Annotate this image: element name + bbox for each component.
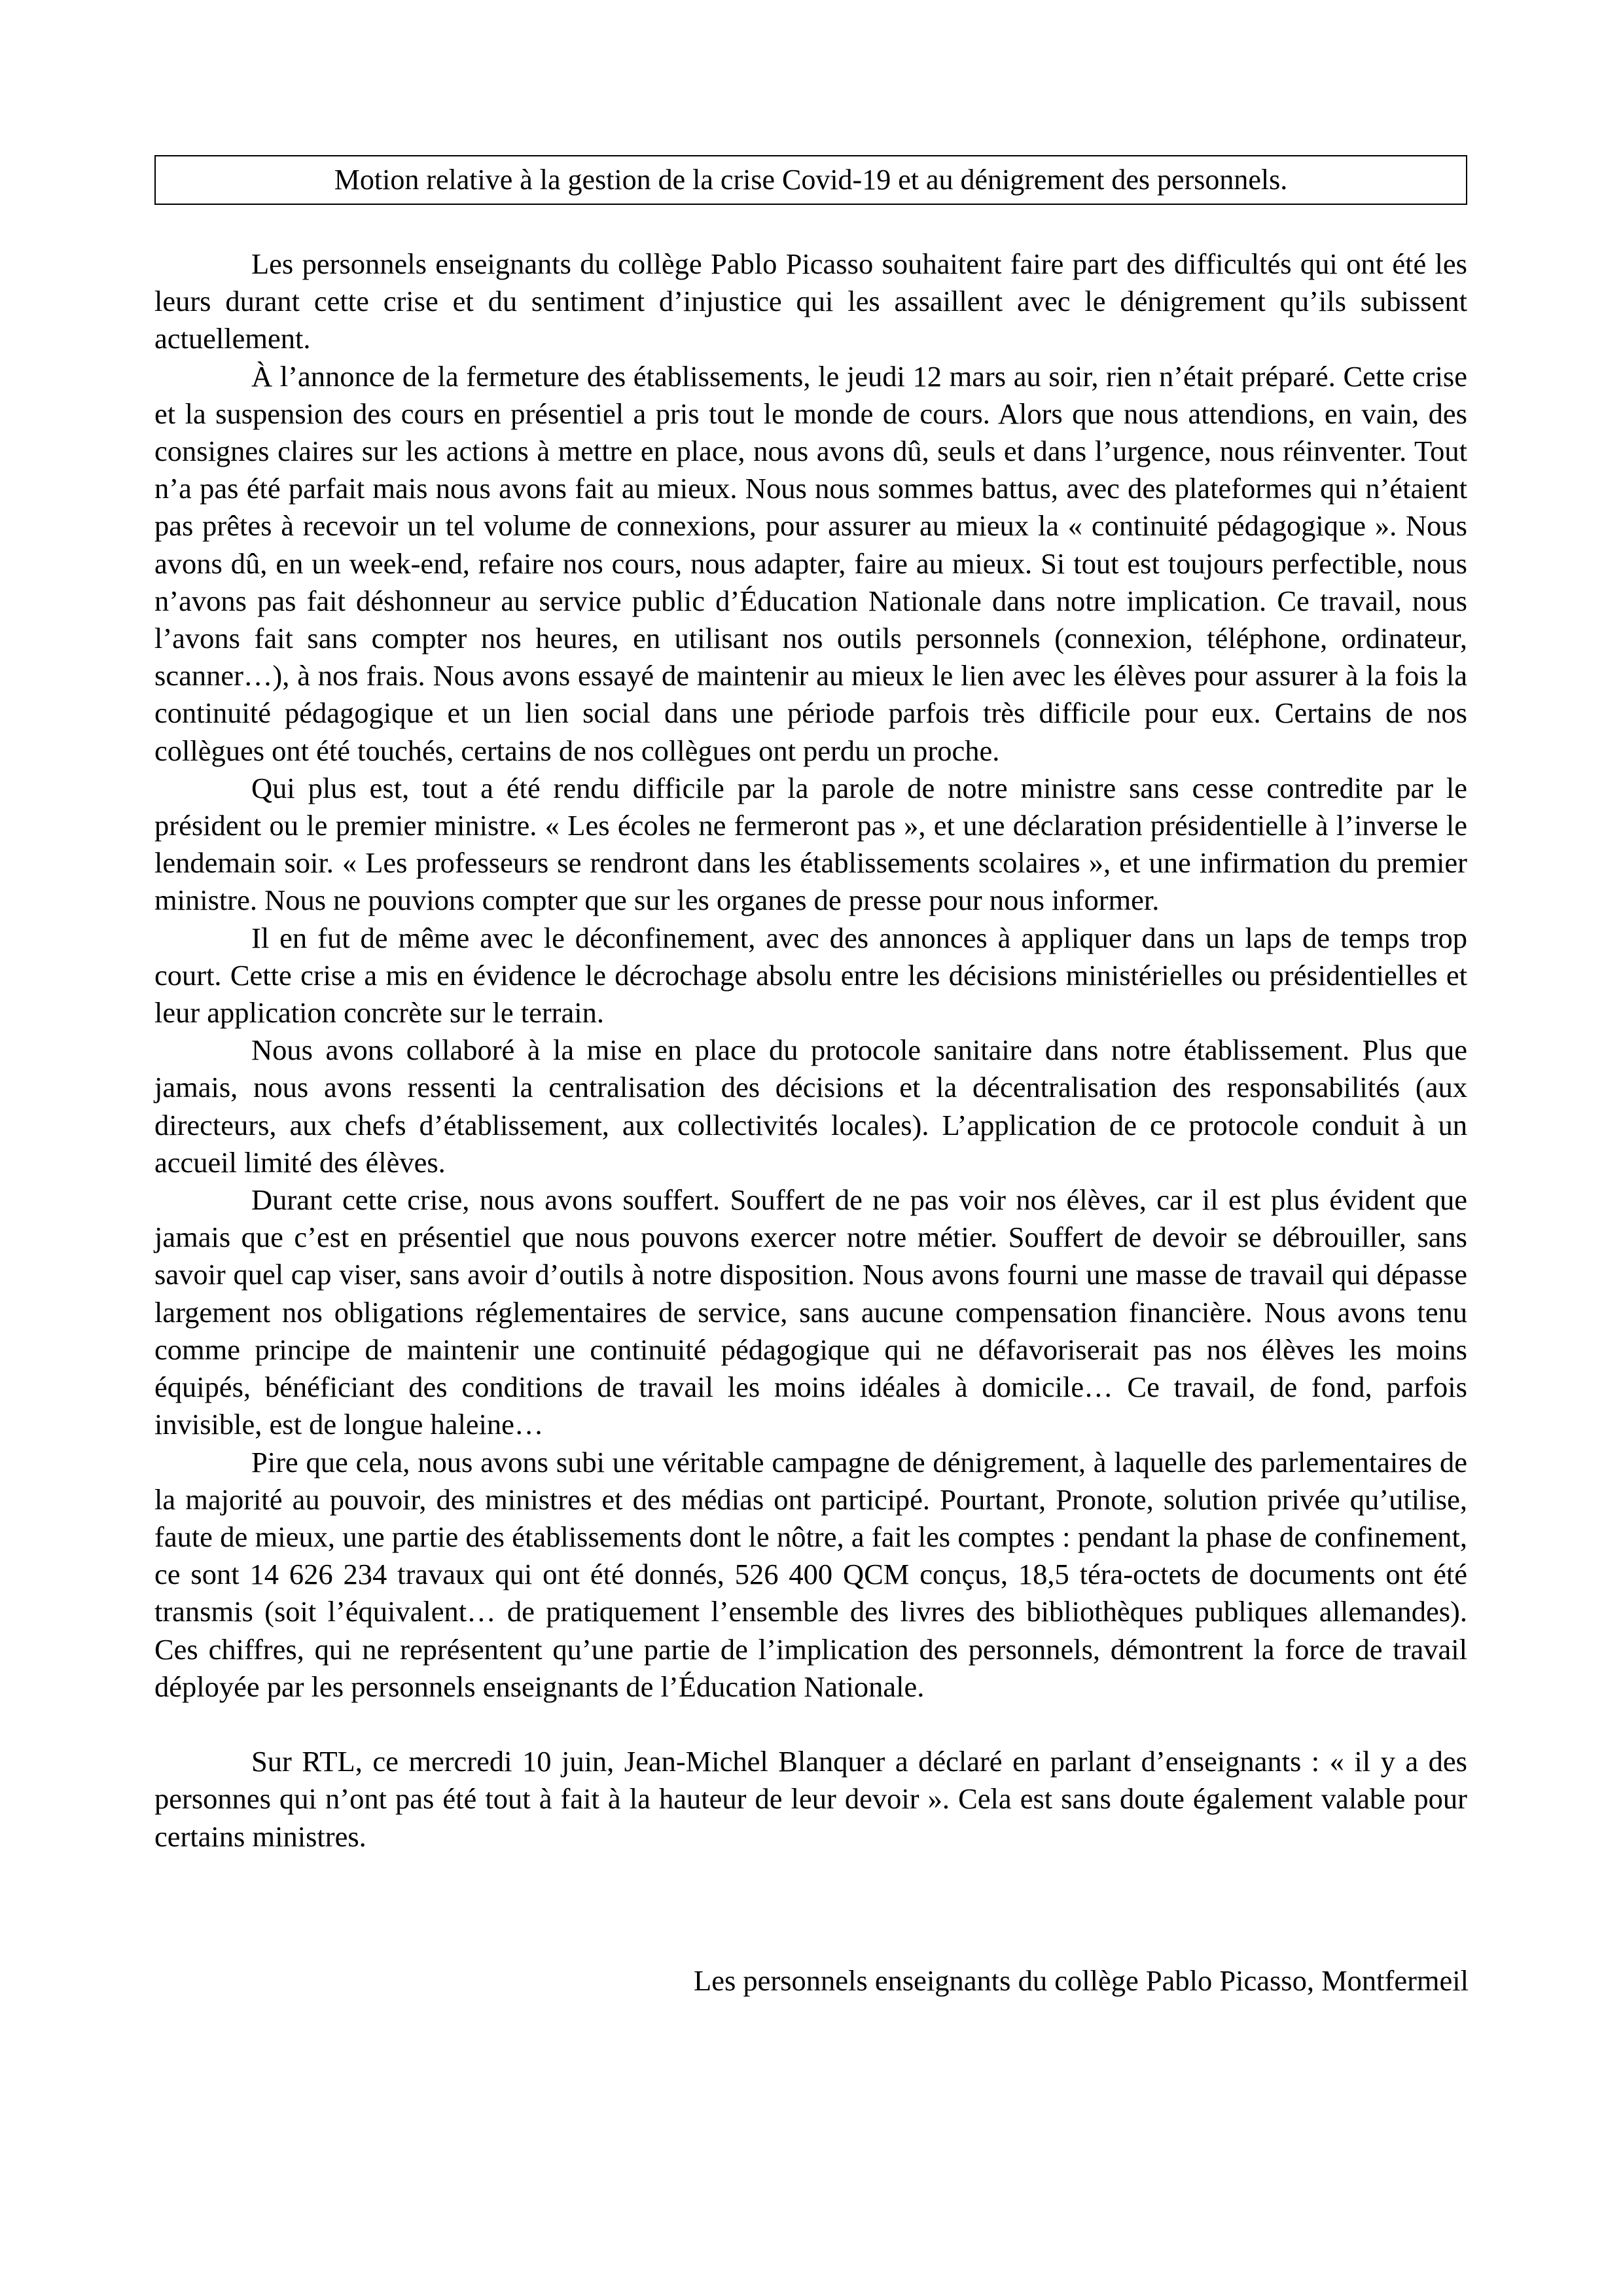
paragraph: Il en fut de même avec le déconfinement, avec des annonces à appliquer dans un laps de temps trop court. Cette crise a mis en évidence le décrochage absolu entre les décisions ministérielles ou présidentielles et leur application concrète sur le terrain. [154, 921, 1467, 1030]
paragraph: Nous avons collaboré à la mise en place du protocole sanitaire dans notre établissement. Plus que jamais, nous avons ressenti la centralisation des décisions et la décentralisation des responsabilités (aux directeurs, aux chefs d’établissement, aux collectivités locales). L’application de ce protocole conduit à un accueil limité des élèves. [154, 1033, 1467, 1179]
paragraph: Pire que cela, nous avons subi une véritable campagne de dénigrement, à laquelle des parlementaires de la majorité au pouvoir, des ministres et des médias ont participé. Pourtant, Pronote, solution privée qu’utilise, faute de mieux, une partie des établissements dont le nôtre, a fait les comptes : pendant la phase de confinement, ce sont 14 626 234 travaux qui ont été donnés, 526 400 QCM conçus, 18,5 téra-octets de documents ont été transmis (soit l’équivalent… de pratiquement l’ensemble des livres des bibliothèques publiques allemandes). Ces chiffres, qui ne représentent qu’une partie de l’implication des personnels, démontrent la force de travail déployée par les personnels enseignants de l’Éducation Nationale. [154, 1445, 1467, 1703]
title-box [154, 155, 1467, 205]
closing-paragraph: Sur RTL, ce mercredi 10 juin, Jean-Michel Blanquer a déclaré en parlant d’enseignants : « il y a des personnes qui n’ont pas été tout à fait à la hauteur de leur devoir ». Cela est sans doute également valable pour certains ministres. [154, 1745, 1467, 1853]
document-title: Motion relative à la gestion de la crise Covid-19 et au dénigrement des personnels. [334, 164, 1288, 196]
paragraph: Qui plus est, tout a été rendu difficile par la parole de notre ministre sans cesse contredite par le président ou le premier ministre. « Les écoles ne fermeront pas », et une déclaration présidentielle à l’inverse le lendemain soir. « Les professeurs se rendront dans les établissements scolaires », et une infirmation du premier ministre. Nous ne pouvions compter que sur les organes de presse pour nous informer. [154, 771, 1467, 917]
paragraph: À l’annonce de la fermeture des établissements, le jeudi 12 mars au soir, rien n’était préparé. Cette crise et la suspension des cours en présentiel a pris tout le monde de cours. Alors que nous attendions, en vain, des consignes claires sur les actions à mettre en place, nous avons dû, seuls et dans l’urgence, nous réinventer. Tout n’a pas été parfait mais nous avons fait au mieux. Nous nous sommes battus, avec des plateformes qui n’étaient pas prêtes à recevoir un tel volume de connexions, pour assurer au mieux la « continuité pédagogique ». Nous avons dû, en un week-end, refaire nos cours, nous adapter, faire au mieux. Si tout est toujours perfectible, nous n’avons pas fait déshonneur au service public d’Éducation Nationale dans notre implication. Ce travail, nous l’avons fait sans compter nos heures, en utilisant nos outils personnels (connexion, téléphone, ordinateur, scanner…), à nos frais. Nous avons essayé de maintenir au mieux le lien avec les élèves pour assurer à la fois la continuité pédagogique et un lien social dans une période parfois très difficile pour eux. Certains de nos collègues ont été touchés, certains de nos collègues ont perdu un proche. [154, 359, 1467, 767]
signature: Les personnels enseignants du collège Pablo Picasso, Montfermeil [694, 1964, 1469, 1997]
document-body [154, 245, 1467, 1856]
paragraph: Durant cette crise, nous avons souffert. Souffert de ne pas voir nos élèves, car il est plus évident que jamais que c’est en présentiel que nous pouvons exercer notre métier. Souffert de devoir se débrouiller, sans savoir quel cap viser, sans avoir d’outils à notre disposition. Nous avons fourni une masse de travail qui dépasse largement nos obligations réglementaires de service, sans aucune compensation financière. Nous avons tenu comme principe de maintenir une continuité pédagogique qui ne défavoriserait pas nos élèves les moins équipés, bénéficiant des conditions de travail les moins idéales à domicile… Ce travail, de fond, parfois invisible, est de longue haleine… [154, 1183, 1467, 1441]
paragraph: Les personnels enseignants du collège Pablo Picasso souhaitent faire part des difficultés qui ont été les leurs durant cette crise et du sentiment d’injustice qui les assaillent avec le dénigrement qu’ils subissent actuellement. [154, 247, 1467, 355]
